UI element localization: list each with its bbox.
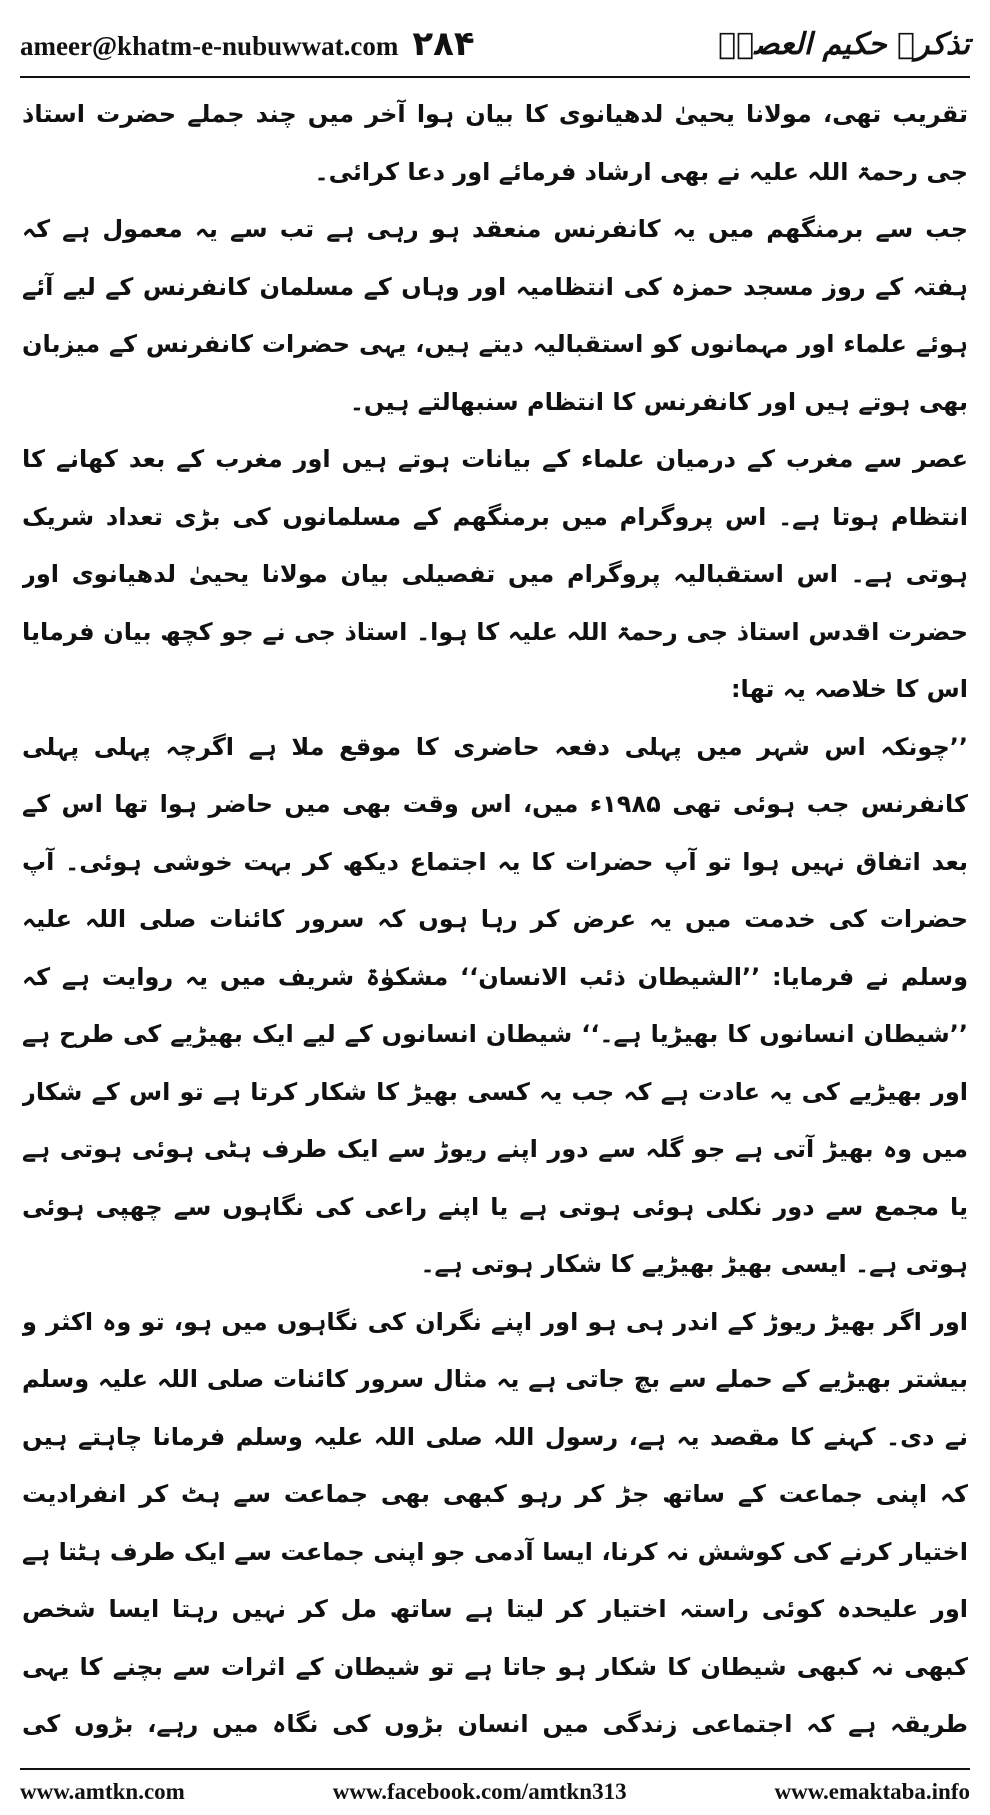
header-left-group [20,24,475,64]
paragraph-3: عصر سے مغرب کے درمیان علماء کے بیانات ہوتے ہیں اور مغرب کے بعد کھانے کا انتظام ہوتا ہے۔ اس پروگرام میں برمنگھم کے مسلمانوں کی بڑی تعداد شریک ہوتی ہے۔ اس استقبالیہ پروگرام میں تفصیلی بیان مولانا یحییٰ لدھیانوی اور حضرت اقدس استاذ جی رحمۃ اللہ علیہ کا ہوا۔ استاذ جی نے جو کچھ بیان فرمایا اس کا خلاصہ یہ تھا: [22,445,968,703]
page-body [22,86,968,1761]
header-divider [20,76,970,78]
footer-link-emaktaba[interactable]: www.emaktaba.info [774,1779,970,1804]
paragraph-1: تقریب تھی، مولانا یحییٰ لدھیانوی کا بیان ہوا آخر میں چند جملے حضرت استاذ جی رحمۃ اللہ علیہ نے بھی ارشاد فرمائے اور دعا کرائی۔ [22,100,968,186]
paragraph-5: اور اگر بھیڑ ریوڑ کے اندر ہی ہو اور اپنے نگران کی نگاہوں میں ہو، تو وہ اکثر و بیشتر بھیڑیے کے حملے سے بچ جاتی ہے یہ مثال سرور کائنات صلی اللہ علیہ وسلم نے دی۔ کہنے کا مقصد یہ ہے، رسول اللہ صلی اللہ علیہ وسلم فرمانا چاہتے ہیں کہ اپنی جماعت کے ساتھ جڑ کر رہو کبھی بھی جماعت سے ہٹ کر انفرادیت اختیار کرنے کی کوشش نہ کرنا، ایسا آدمی جو اپنی جماعت سے ایک طرف ہٹتا ہے اور علیحدہ کوئی راستہ اختیار کر لیتا ہے ساتھ مل کر نہیں رہتا ایسا شخص کبھی نہ کبھی شیطان کا شکار ہو جاتا ہے تو شیطان کے اثرات سے بچنے کا یہی طریقہ ہے کہ اجتماعی زندگی میں انسان بڑوں کی نگاہ میں رہے، بڑوں کی [22,1307,968,1738]
paragraph-4: ’’چونکہ اس شہر میں پہلی دفعہ حاضری کا موقع ملا ہے اگرچہ پہلی پہلی کانفرنس جب ہوئی تھی ۱۹۸۵ء میں، اس وقت بھی میں حاضر ہوا تھا اس کے بعد اتفاق نہیں ہوا تو آپ حضرات کا یہ اجتماع دیکھ کر بہت خوشی ہوئی۔ آپ حضرات کی خدمت میں یہ عرض کر رہا ہوں کہ سرور کائنات صلی اللہ علیہ وسلم نے فرمایا: ’’الشیطان ذئب الانسان‘‘ مشکوٰۃ شریف میں یہ روایت ہے کہ ’’شیطان انسانوں کا بھیڑیا ہے۔‘‘ شیطان انسانوں کے لیے ایک بھیڑیے کی طرح ہے اور بھیڑیے کی یہ عادت ہے کہ جب یہ کسی بھیڑ کا شکار کرتا ہے تو اس کے شکار میں وہ بھیڑ آتی ہے جو گلہ سے دور اپنے ریوڑ سے ایک طرف ہٹی ہوئی ہوتی ہے یا مجمع سے دور نکلی ہوئی ہوتی ہے یا اپنے راعی کی نگاہوں سے چھپی ہوئی ہوتی ہے۔ ایسی بھیڑ بھیڑیے کا شکار ہوتی ہے۔ [22,732,968,1278]
page-header [20,18,970,70]
paragraph-2: جب سے برمنگھم میں یہ کانفرنس منعقد ہو رہی ہے تب سے یہ معمول ہے کہ ہفتہ کے روز مسجد حمزہ کی انتظامیہ اور وہاں کے مسلمان کانفرنس کے لیے آئے ہوئے علماء اور مہمانوں کو استقبالیہ دیتے ہیں، یہی حضرات کانفرنس کے میزبان بھی ہوتے ہیں اور کانفرنس کا انتظام سنبھالتے ہیں۔ [22,215,968,416]
footer-link-facebook[interactable]: www.facebook.com/amtkn313 [332,1779,627,1804]
header-email: ameer@khatm-e-nubuwwat.com [20,31,399,61]
page-number: ۲۸۴ [412,24,475,64]
footer-divider [20,1768,970,1770]
book-title: تذکرہ حکیم العصرؒ [718,26,970,62]
page-footer [20,1774,970,1810]
footer-link-amtkn[interactable]: www.amtkn.com [20,1779,185,1804]
